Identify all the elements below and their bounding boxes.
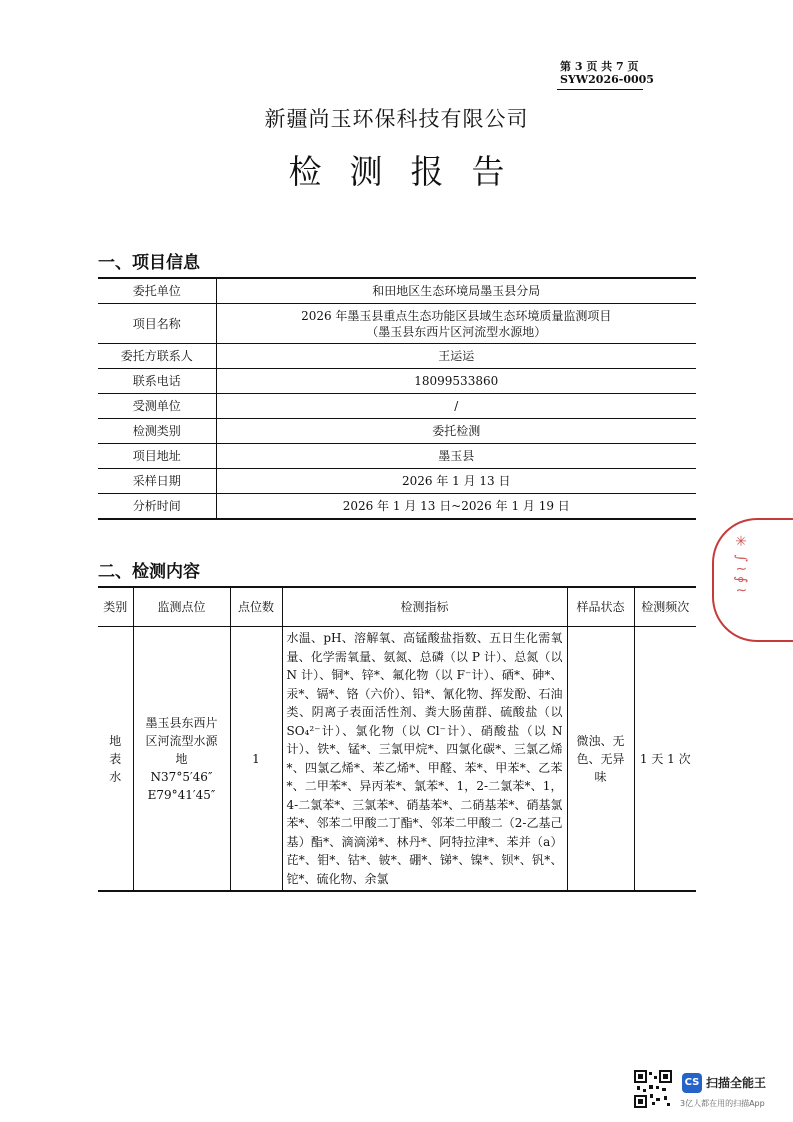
site-name: 墨玉县东西片区河流型水源地 <box>145 715 218 766</box>
table-header-row <box>98 587 696 627</box>
row-label: 委托方联系人 <box>98 344 216 369</box>
row-value: 2026 年 1 月 13 日~2026 年 1 月 19 日 <box>216 494 696 520</box>
header-site: 监测点位 <box>133 587 230 627</box>
row-value: 2026 年 1 月 13 日 <box>216 469 696 494</box>
header-sample-state: 样品状态 <box>567 587 634 627</box>
row-value: 王运运 <box>216 344 696 369</box>
row-label: 采样日期 <box>98 469 216 494</box>
row-value: 墨玉县 <box>216 444 696 469</box>
row-label: 项目地址 <box>98 444 216 469</box>
table-row <box>98 278 696 304</box>
seal-marks: ✳︎ ∫ ≀ ∮ ≀ <box>733 534 749 593</box>
indicators-cell: 水温、pH、溶解氧、高锰酸盐指数、五日生化需氧量、化学需氧量、氨氮、总磷（以 P 计）、总氮（以 N 计）、铜*、锌*、氟化物（以 F⁻计）、硒*、砷*、汞*、镉*、铬（六价）、铅*、氰化物、挥发酚、石油类、阴离子表面活性剂、粪大肠菌群、硫酸盐（以 SO₄²⁻计）、氯化物（以 Cl⁻计）、硝酸盐（以 N 计）、铁*、锰*、三氯甲烷*、四氯化碳*、三氯乙烯*、四氯乙烯*、苯乙烯*、甲醛、苯*、甲苯*、乙苯*、二甲苯*、异丙苯*、氯苯*、1，2-二氯苯*、1，4-二氯苯*、三氯苯*、硝基苯*、二硝基苯*、硝基氯苯*、邻苯二甲酸二丁酯*、邻苯二甲酸二（2-乙基己基）酯*、滴滴涕*、林丹*、阿特拉津*、苯并（a）芘*、钼*、钴*、铍*、硼*、锑*、镍*、钡*、钒*、铊*、硫化物、余氯 <box>282 627 567 892</box>
row-value: / <box>216 394 696 419</box>
table-row <box>98 419 696 444</box>
table-row <box>98 494 696 520</box>
camscanner-logo-icon: CS <box>682 1073 702 1093</box>
site-cell <box>133 627 230 892</box>
category-cell: 地表水 <box>98 627 133 892</box>
row-value: 18099533860 <box>216 369 696 394</box>
document-number: SYW2026-0005 <box>560 73 654 86</box>
row-label: 联系电话 <box>98 369 216 394</box>
row-label: 分析时间 <box>98 494 216 520</box>
project-name-line1: 2026 年墨玉县重点生态功能区县域生态环境质量监测项目 <box>301 308 612 323</box>
row-value: 和田地区生态环境局墨玉县分局 <box>216 278 696 304</box>
company-name: 新疆尚玉环保科技有限公司 <box>264 107 529 131</box>
header-indicators: 检测指标 <box>282 587 567 627</box>
site-coord-n: N37°5′46″ <box>150 769 213 784</box>
qr-code-icon <box>634 1070 672 1108</box>
project-name-line2: （墨玉县东西片区河流型水源地） <box>366 324 547 339</box>
test-content-table <box>98 586 696 892</box>
table-row <box>98 394 696 419</box>
red-seal-stamp <box>712 518 793 642</box>
document-number-underline <box>557 89 643 90</box>
section-title-project-info: 一、项目信息 <box>98 253 200 273</box>
section-title-test-content: 二、检测内容 <box>98 562 200 582</box>
header-count: 点位数 <box>230 587 282 627</box>
count-cell: 1 <box>230 627 282 892</box>
table-row <box>98 369 696 394</box>
row-label: 委托单位 <box>98 278 216 304</box>
row-label: 检测类别 <box>98 419 216 444</box>
scanner-app-tagline: 3亿人都在用的扫描App <box>680 1099 765 1108</box>
report-title: 检测报告 <box>288 152 533 191</box>
table-row <box>98 344 696 369</box>
sample-state-cell: 微浊、无色、无异味 <box>567 627 634 892</box>
header-category: 类别 <box>98 587 133 627</box>
header-frequency: 检测频次 <box>634 587 696 627</box>
site-coord-e: E79°41′45″ <box>147 787 216 802</box>
row-label: 项目名称 <box>98 304 216 344</box>
row-value <box>216 304 696 344</box>
table-row <box>98 469 696 494</box>
project-info-table <box>98 277 696 520</box>
page-number: 第 3 页 共 7 页 <box>560 60 639 73</box>
frequency-cell: 1 天 1 次 <box>634 627 696 892</box>
row-label: 受测单位 <box>98 394 216 419</box>
table-row <box>98 304 696 344</box>
table-row <box>98 444 696 469</box>
table-row <box>98 627 696 892</box>
row-value: 委托检测 <box>216 419 696 444</box>
scanner-app-name: 扫描全能王 <box>706 1076 767 1090</box>
